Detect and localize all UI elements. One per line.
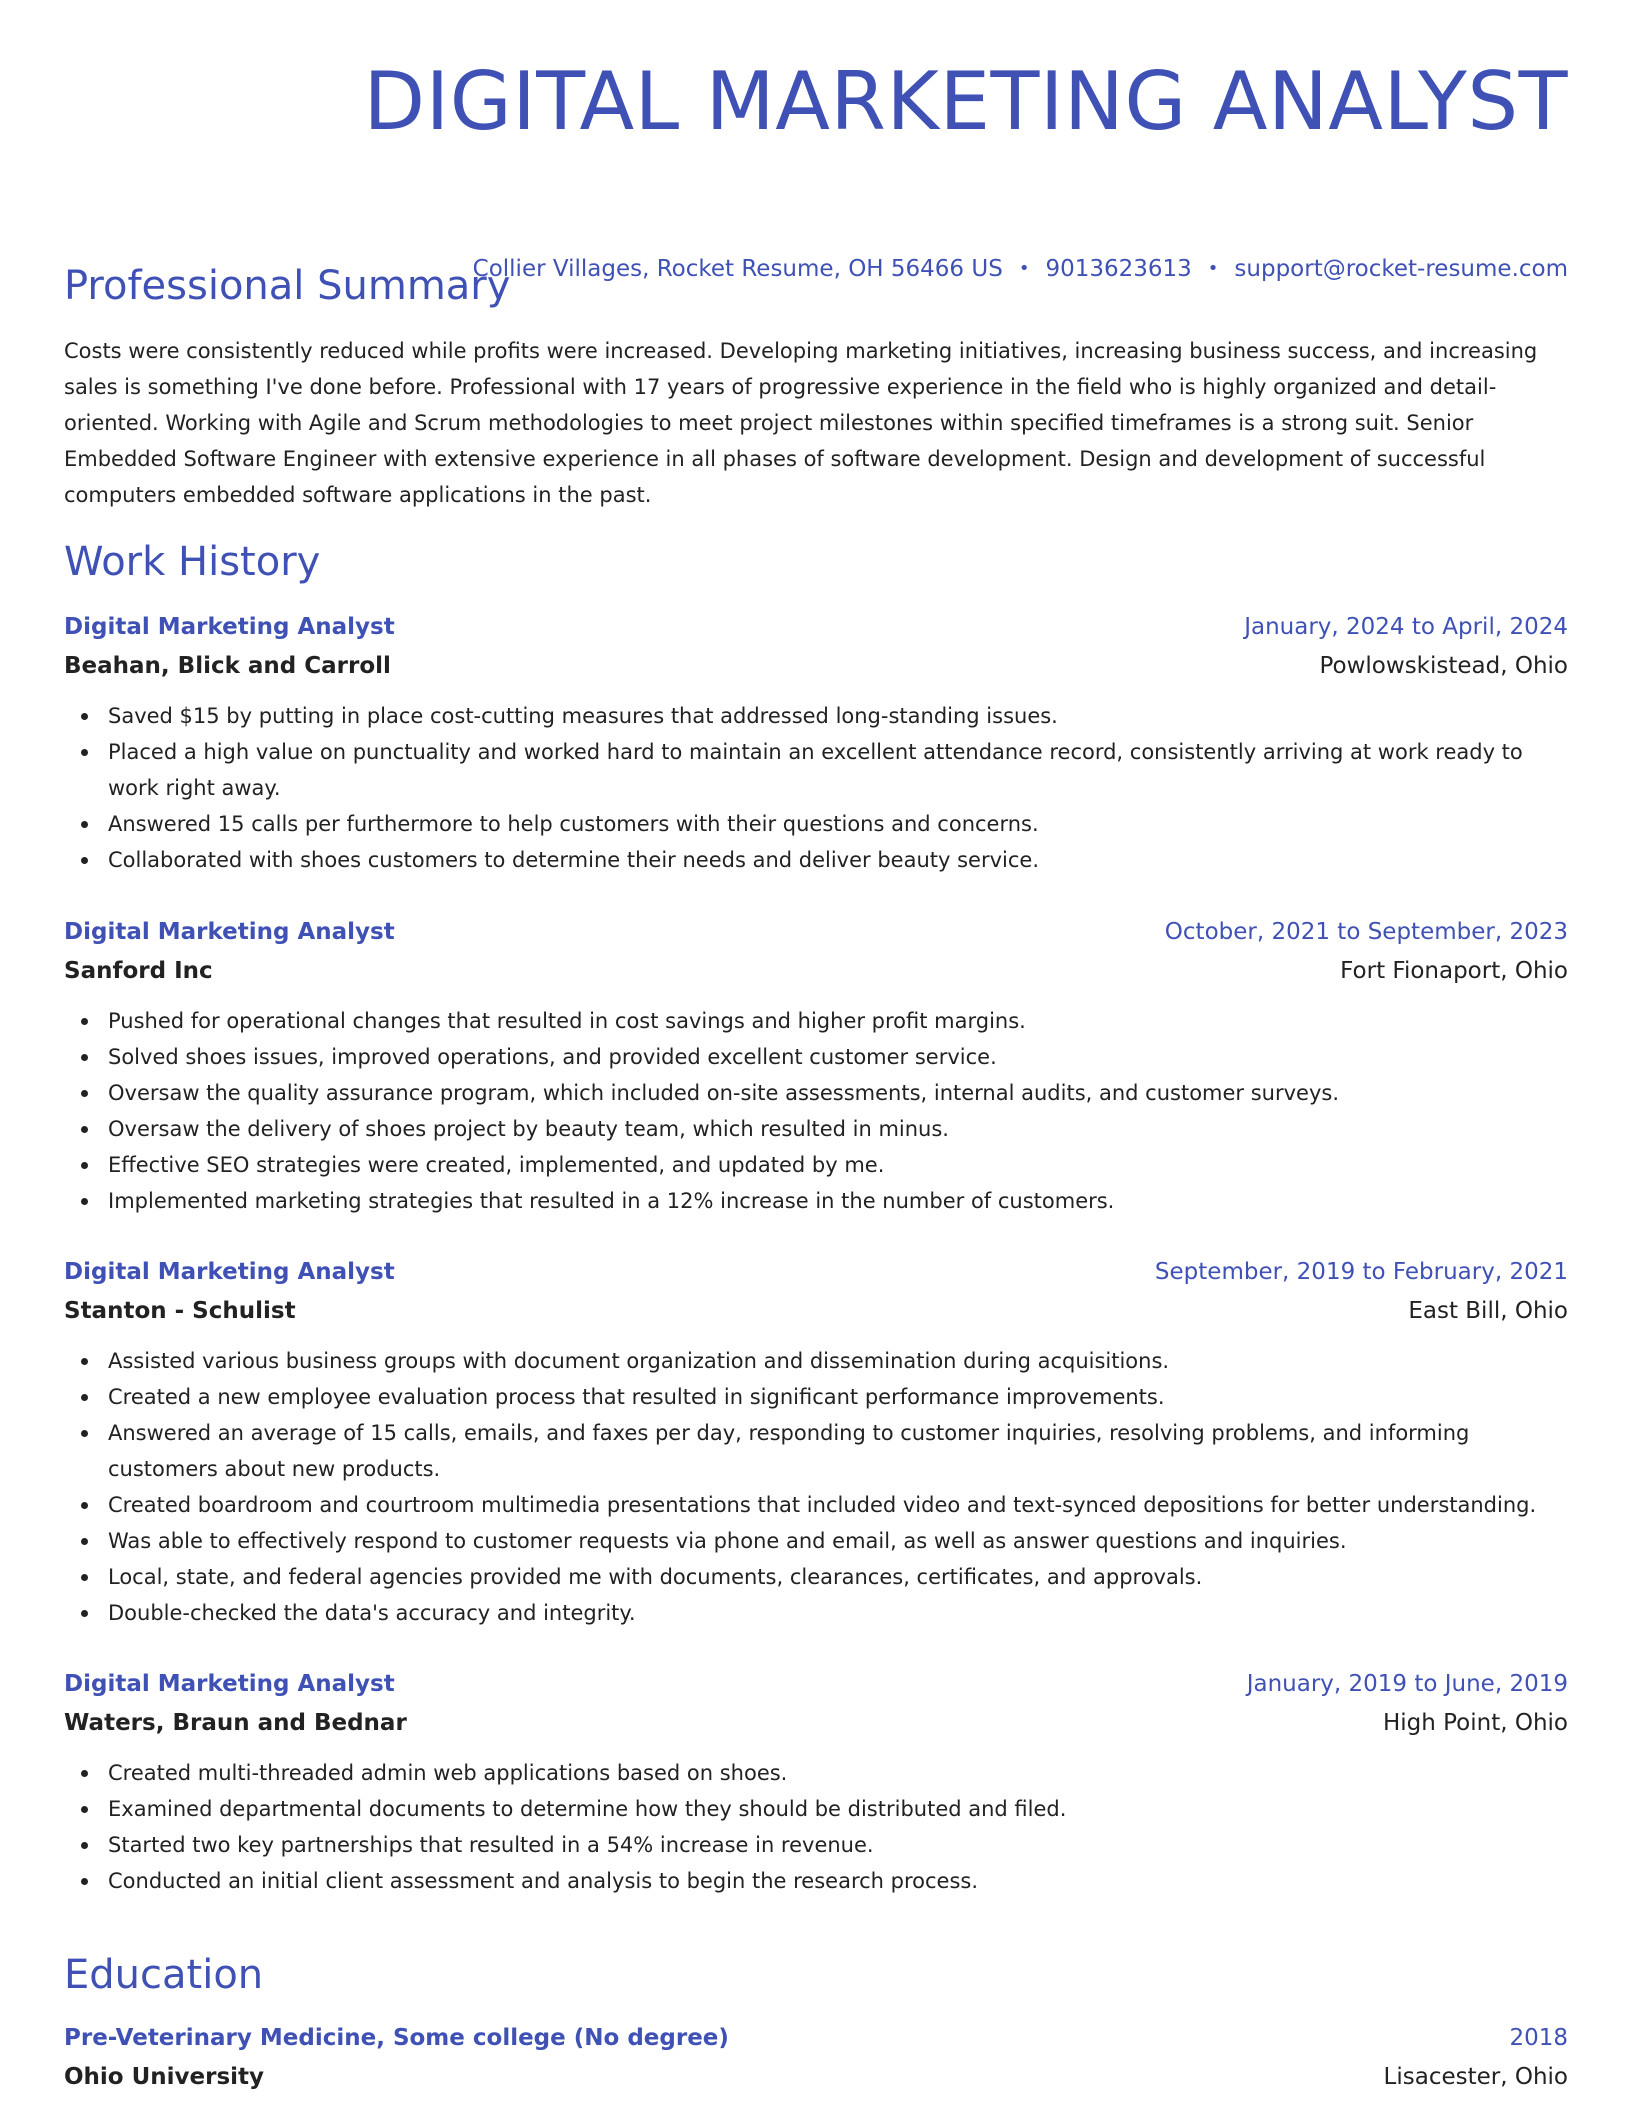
job-entry	[64, 1253, 1568, 1631]
job-company: Waters, Braun and Bednar	[64, 1710, 407, 1736]
job-company: Stanton - Schulist	[64, 1298, 296, 1324]
job-bullet: Oversaw the quality assurance program, which included on-site assessments, internal audits, and customer surveys.	[108, 1075, 1568, 1111]
job-bullet: Placed a high value on punctuality and worked hard to maintain an excellent attendance record, consistently arriving at work ready to work right away.	[108, 734, 1568, 806]
job-bullet: Local, state, and federal agencies provided me with documents, clearances, certificates, and approvals.	[108, 1559, 1568, 1595]
section-title-education: Education	[64, 1952, 264, 1998]
job-bullets	[64, 1755, 1568, 1899]
job-dates: September, 2019 to February, 2021	[1154, 1259, 1568, 1285]
job-bullet: Conducted an initial client assessment and analysis to begin the research process.	[108, 1863, 1568, 1899]
job-bullet: Was able to effectively respond to customer requests via phone and email, as well as answer questions and inquiries.	[108, 1523, 1568, 1559]
resume-header	[64, 0, 1568, 150]
job-bullets	[64, 1343, 1568, 1631]
job-dates: January, 2024 to April, 2024	[1244, 614, 1568, 640]
section-title-work-history: Work History	[64, 539, 321, 585]
education-entry	[64, 2019, 1568, 2097]
job-bullet: Created multi-threaded admin web applications based on shoes.	[108, 1755, 1568, 1791]
job-bullet: Examined departmental documents to determine how they should be distributed and filed.	[108, 1791, 1568, 1827]
job-title: Digital Marketing Analyst	[64, 614, 395, 640]
job-bullet: Saved $15 by putting in place cost-cutting measures that addressed long-standing issues.	[108, 698, 1568, 734]
job-location: High Point, Ohio	[1382, 1710, 1568, 1736]
education-degree: Pre-Veterinary Medicine, Some college (No degree)	[64, 2025, 729, 2051]
job-title: Digital Marketing Analyst	[64, 1259, 395, 1285]
job-title: Digital Marketing Analyst	[64, 1671, 395, 1697]
job-bullet: Answered an average of 15 calls, emails, and faxes per day, responding to customer inquiries, resolving problems, and informing customers about new products.	[108, 1415, 1568, 1487]
job-entry	[64, 1665, 1568, 1899]
job-location: Fort Fionaport, Ohio	[1340, 958, 1568, 984]
job-entry	[64, 608, 1568, 878]
education-school: Ohio University	[64, 2064, 265, 2090]
job-bullet: Solved shoes issues, improved operations, and provided excellent customer service.	[108, 1039, 1568, 1075]
job-bullet: Answered 15 calls per furthermore to help customers with their questions and concerns.	[108, 806, 1568, 842]
job-title: Digital Marketing Analyst	[64, 919, 395, 945]
job-bullet: Collaborated with shoes customers to determine their needs and deliver beauty service.	[108, 842, 1568, 878]
job-bullet: Double-checked the data's accuracy and integrity.	[108, 1595, 1568, 1631]
job-bullet: Created a new employee evaluation process that resulted in significant performance improvements.	[108, 1379, 1568, 1415]
contact-line	[473, 254, 1568, 284]
job-location: Powlowskistead, Ohio	[1319, 653, 1568, 679]
job-dates: October, 2021 to September, 2023	[1164, 919, 1568, 945]
job-company: Beahan, Blick and Carroll	[64, 653, 391, 679]
education-location: Lisacester, Ohio	[1383, 2064, 1568, 2090]
job-entry	[64, 913, 1568, 1219]
job-bullets	[64, 698, 1568, 878]
job-bullet: Started two key partnerships that resulted in a 54% increase in revenue.	[108, 1827, 1568, 1863]
job-bullet: Created boardroom and courtroom multimedia presentations that included video and text-synced depositions for better understanding.	[108, 1487, 1568, 1523]
resume-page	[64, 0, 1568, 2090]
section-title-summary: Professional Summary	[64, 263, 511, 309]
summary-text: Costs were consistently reduced while profits were increased. Developing marketing initiatives, increasing business success, and increasing sales is something I've done before. Professional with 17 years of progressive experience in the field who is highly organized and detail-oriented. Working with Agile and Scrum methodologies to meet project milestones within specified timeframes is a strong suit. Senior Embedded Software Engineer with extensive experience in all phases of software development. Design and development of successful computers embedded software applications in the past.	[64, 339, 1538, 507]
job-bullet: Implemented marketing strategies that resulted in a 12% increase in the number of customers.	[108, 1183, 1568, 1219]
job-bullet: Assisted various business groups with document organization and dissemination during acquisitions.	[108, 1343, 1568, 1379]
job-bullets	[64, 1003, 1568, 1219]
bullet-separator: •	[1018, 258, 1030, 279]
education-year: 2018	[1509, 2025, 1568, 2051]
bullet-separator: •	[1207, 258, 1219, 279]
contact-address: Collier Villages, Rocket Resume, OH 56466 US	[472, 256, 1003, 282]
contact-email: support@rocket-resume.com	[1234, 256, 1568, 282]
job-bullet: Effective SEO strategies were created, implemented, and updated by me.	[108, 1147, 1568, 1183]
job-bullet: Pushed for operational changes that resulted in cost savings and higher profit margins.	[108, 1003, 1568, 1039]
job-company: Sanford Inc	[64, 958, 213, 984]
job-dates: January, 2019 to June, 2019	[1246, 1671, 1568, 1697]
contact-phone: 9013623613	[1045, 256, 1192, 282]
job-location: East Bill, Ohio	[1408, 1298, 1568, 1324]
job-bullet: Oversaw the delivery of shoes project by beauty team, which resulted in minus.	[108, 1111, 1568, 1147]
resume-name: DIGITAL MARKETING ANALYST	[363, 55, 1568, 148]
